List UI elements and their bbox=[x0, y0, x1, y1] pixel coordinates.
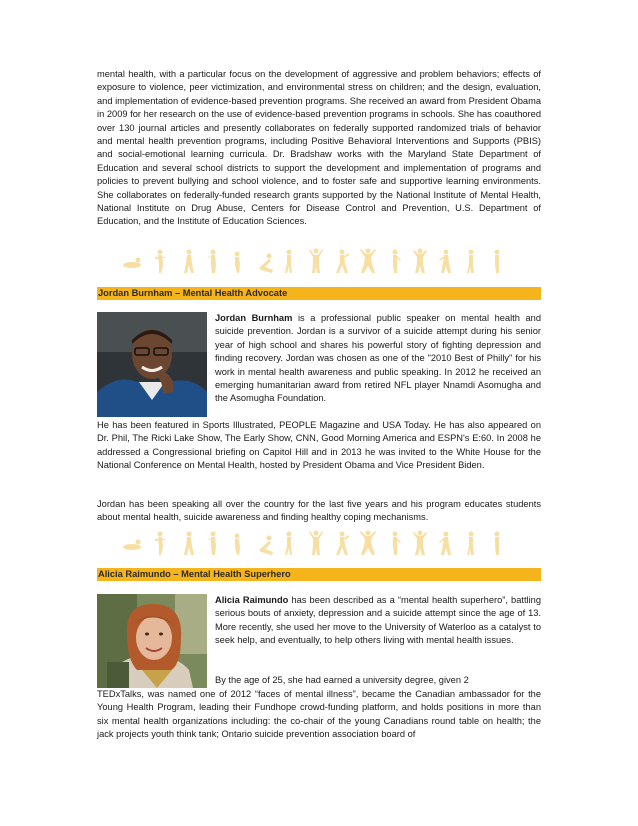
jordan-bio-side-text: is a professional public speaker on mental health and suicide prevention. Jordan is a survivor of a suicide attempt during his senior year of high school and shares his powerful story of fighting depression and finding recovery. Jordan was chosen as one of the "2010 Best of Philly" for his work in mental health awareness and public speaking. In 2012 he received an emerging humanitarian award from retired NFL player Nnamdi Asomugha and the Asomugha Foundation. bbox=[215, 313, 541, 404]
alicia-name: Alicia Raimundo bbox=[215, 595, 289, 605]
alicia-bio-side bbox=[215, 594, 541, 648]
decorative-figures-divider bbox=[112, 248, 522, 274]
alicia-paragraph-2: TEDxTalks, was named one of 2012 “faces of mental illness”, became the Canadian ambassador for the Young Health Program, leading their Fundhope crowd-funding platform, and holds positions in more than six mental health organizations including: the co-chair of the young Canadians round table on health; the jack projects youth think tank; Ontario suicide prevention association board of bbox=[97, 689, 541, 740]
jordan-photo bbox=[97, 312, 207, 417]
alicia-bio-side-2: By the age of 25, she had earned a university degree, given 2 bbox=[215, 675, 469, 685]
jordan-name: Jordan Burnham bbox=[215, 313, 293, 323]
alicia-photo bbox=[97, 594, 207, 688]
jordan-bio-side bbox=[215, 312, 541, 406]
decorative-figures-divider bbox=[112, 530, 522, 556]
section-heading-jordan: Jordan Burnham – Mental Health Advocate bbox=[97, 287, 541, 300]
section-heading-alicia: Alicia Raimundo – Mental Health Superhero bbox=[97, 568, 541, 581]
alicia-bio-side-text: has been described as a “mental health superhero”, battling serious bouts of anxiety, depression and a suicide attempt since the age of 13. More recently, she used her move to the University of Waterloo as a catalyst to seek help, and eventually, to help others living with mental health issues. bbox=[215, 595, 541, 646]
jordan-paragraph-3: Jordan has been speaking all over the country for the last five years and his program educates students about mental health, suicide awareness and finding healthy coping mechanisms. bbox=[97, 499, 541, 523]
intro-paragraph: mental health, with a particular focus on the development of aggressive and problem behaviors; effects of exposure to violence, peer victimization, and environmental stress on children; and the design, evaluation, and implementation of evidence-based prevention programs. She received an award from President Obama in 2009 for her research on the use of evidence-based prevention programs in schools. She has coauthored over 130 journal articles and presently collaborates on federally supported randomized trials of behavior and mental health prevention programs, including Positive Behavioral Interventions and Supports (PBIS) and social-emotional learning curricula. Dr. Bradshaw works with the Maryland State Department of Education and several school districts to support the development and implementation of programs and policies to prevent bullying and school violence, and to foster safe and supportive learning environments. She collaborates on federally-funded research grants supported by the National Institute of Mental Health, National Institute on Drug Abuse, Centers for Disease Control and Prevention, U.S. Department of Education, and the Institute of Education Sciences. bbox=[97, 69, 541, 227]
jordan-paragraph-2: He has been featured in Sports Illustrated, PEOPLE Magazine and USA Today. He has also appeared on Dr. Phil, The Ricki Lake Show, The Early Show, CNN, Good Morning America and ESPN's E:60. In 2008 he addressed a Congressional briefing on Capitol Hill and in 2013 he was invited to the White House for the National Conference on Mental Health, hosted by President Obama and Vice President Biden. bbox=[97, 420, 541, 471]
